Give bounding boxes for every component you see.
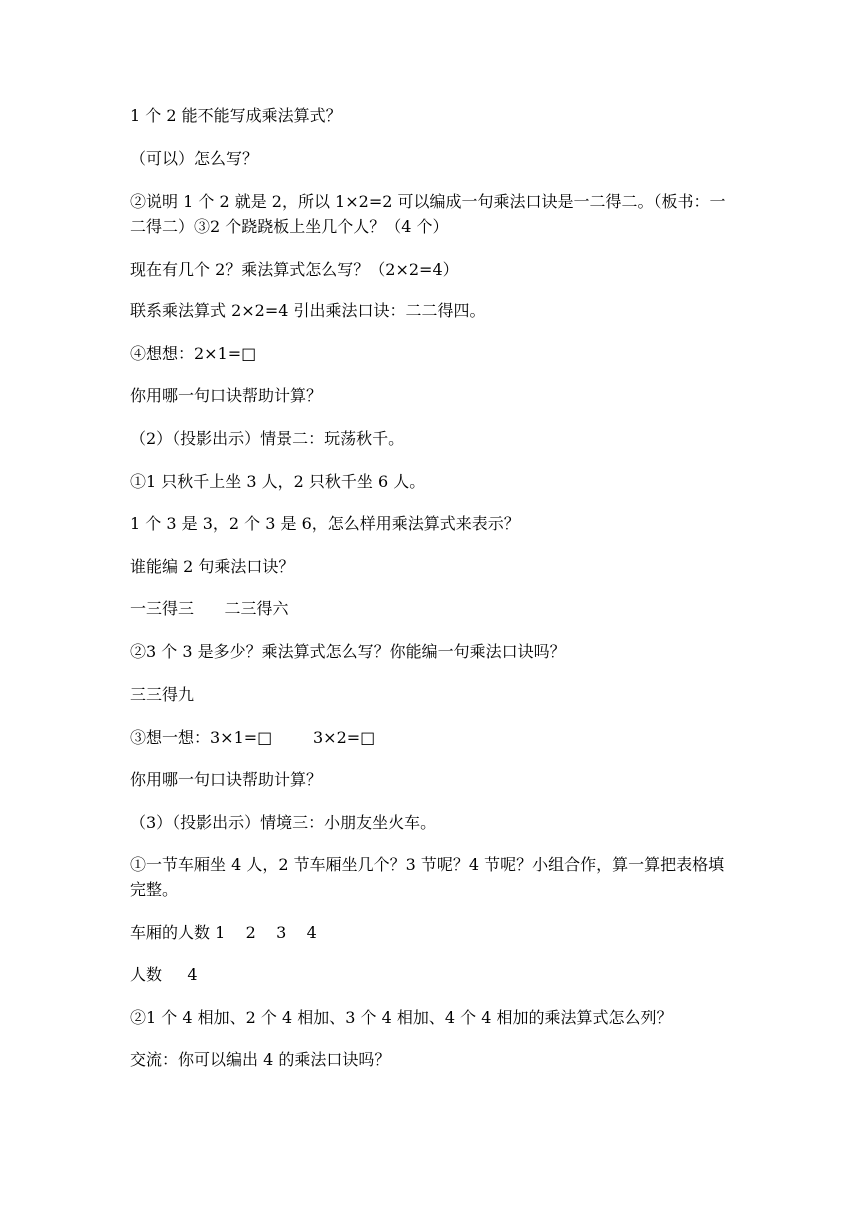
paragraph: （2）（投影出示）情景二：玩荡秋千。: [130, 429, 405, 448]
paragraph: ②3 个 3 是多少？乘法算式怎么写？你能编一句乘法口诀吗？: [130, 642, 566, 661]
paragraph: 你用哪一句口诀帮助计算？: [130, 386, 323, 405]
paragraph: 谁能编 2 句乘法口诀？: [130, 557, 295, 576]
paragraph: 一三得三 二三得六: [130, 599, 289, 618]
paragraph: ③想一想：3×1=□ 3×2=□: [130, 728, 376, 747]
paragraph: （可以）怎么写？: [130, 149, 259, 168]
paragraph: ①1 只秋千上坐 3 人，2 只秋千坐 6 人。: [130, 472, 426, 491]
paragraph: 现在有几个 2？乘法算式怎么写？（2×2=4）: [130, 260, 459, 279]
paragraph: （3）（投影出示）情境三：小朋友坐火车。: [130, 813, 437, 832]
paragraph: ①一节车厢坐 4 人，2 节车厢坐几个？3 节呢？4 节呢？小组合作，算一算把表格填完整。: [130, 855, 725, 899]
paragraph: 三三得九: [130, 685, 195, 704]
paragraph: 人数 4: [130, 965, 198, 984]
paragraph: 交流：你可以编出 4 的乘法口诀吗？: [130, 1050, 391, 1069]
paragraph: 1 个 2 能不能写成乘法算式？: [130, 106, 342, 125]
paragraph: ②说明 1 个 2 就是 2，所以 1×2=2 可以编成一句乘法口诀是一二得二。（板书：一二得二）③2 个跷跷板上坐几个人？（4 个）: [130, 192, 726, 236]
paragraph: 你用哪一句口诀帮助计算？: [130, 770, 323, 789]
paragraph: 车厢的人数 1 2 3 4: [130, 923, 317, 942]
paragraph: 联系乘法算式 2×2=4 引出乘法口诀：二二得四。: [130, 301, 486, 320]
paragraph: ④想想：2×1=□: [130, 344, 257, 363]
paragraph: 1 个 3 是 3，2 个 3 是 6，怎么样用乘法算式来表示？: [130, 514, 520, 533]
paragraph: ②1 个 4 相加、2 个 4 相加、3 个 4 相加、4 个 4 相加的乘法算式怎么列？: [130, 1008, 673, 1027]
